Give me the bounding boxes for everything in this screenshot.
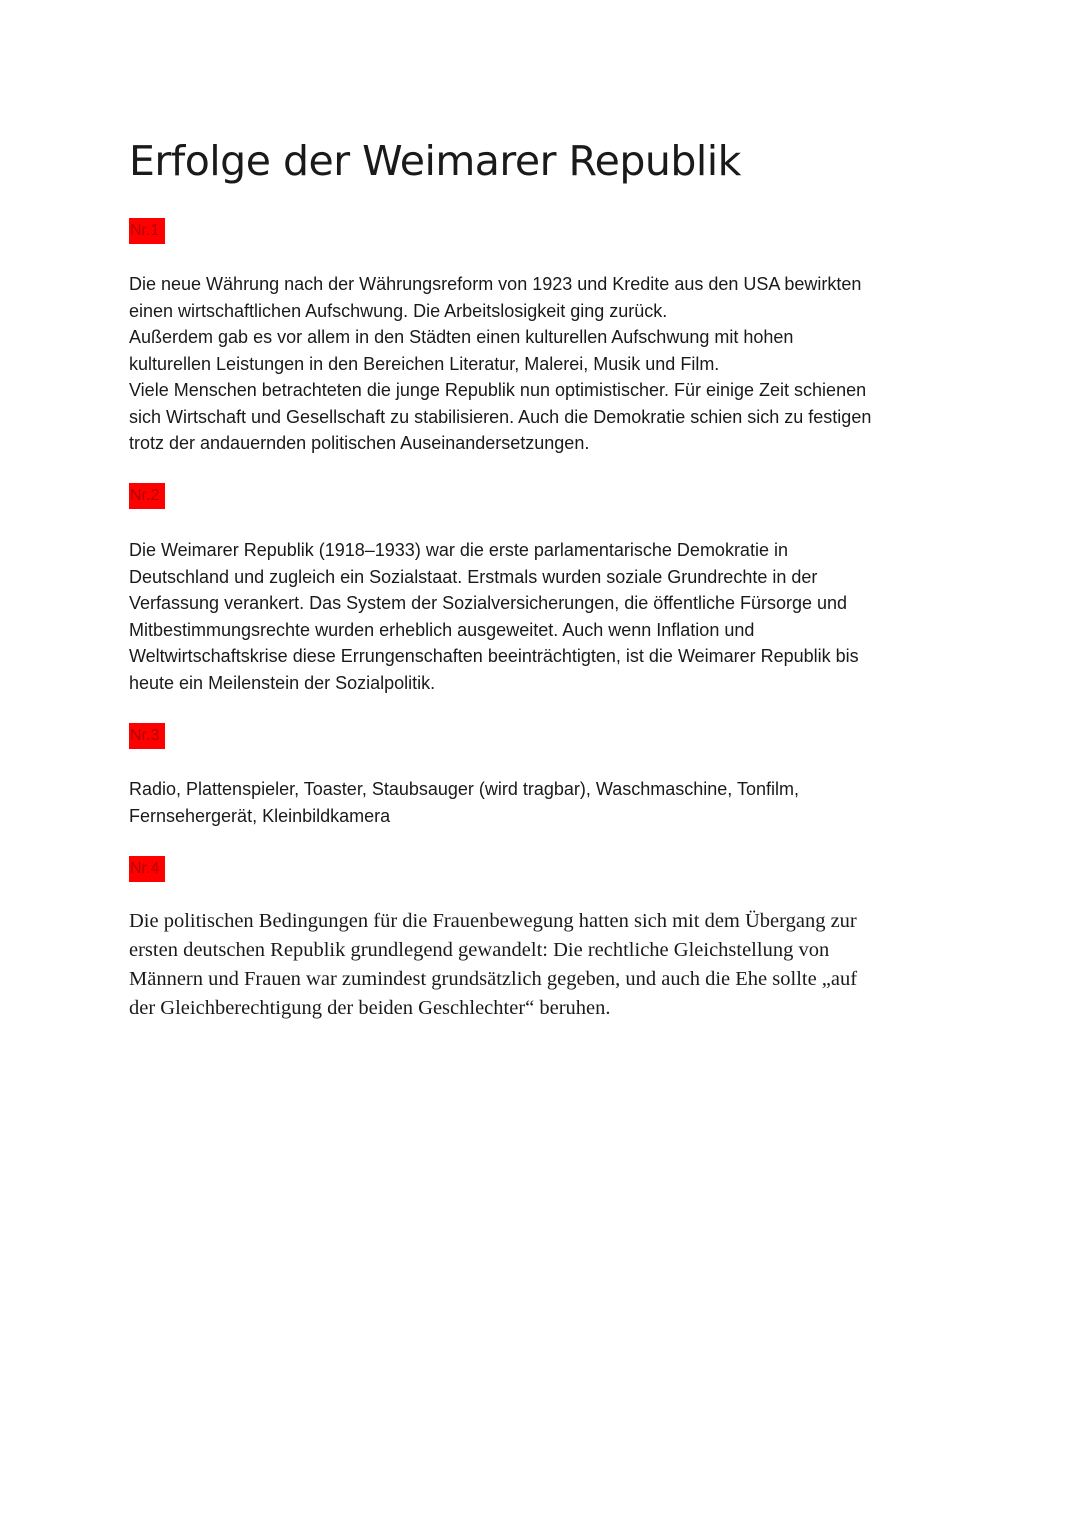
text-line: sich Wirtschaft und Gesellschaft zu stabilisieren. Auch die Demokratie schien sich zu festigen (129, 406, 872, 427)
section-label-4: Nr.4 (129, 856, 165, 882)
section-label-1: Nr.1 (129, 218, 165, 244)
text-line: Männern und Frauen war zumindest grundsätzlich gegeben, und auch die Ehe sollte „auf (129, 968, 858, 990)
section-text-2 (129, 537, 959, 696)
text-line: Fernsehergerät, Kleinbildkamera (129, 805, 391, 826)
text-line: Die politischen Bedingungen für die Frauenbewegung hatten sich mit dem Übergang zur (129, 910, 857, 932)
text-line: Deutschland und zugleich ein Sozialstaat. Erstmals wurden soziale Grundrechte in der (129, 566, 818, 587)
text-line: Außerdem gab es vor allem in den Städten einen kulturellen Aufschwung mit hohen (129, 327, 794, 347)
text-line: Mitbestimmungsrechte wurden erheblich ausgeweitet. Auch wenn Inflation und (129, 619, 755, 640)
section-label-3: Nr.3 (129, 723, 165, 749)
section-label-2: Nr.2 (129, 483, 165, 509)
section-text-4 (129, 907, 959, 1023)
text-line: Viele Menschen betrachteten die junge Republik nun optimistischer. Für einige Zeit schienen (129, 380, 867, 400)
text-line: heute ein Meilenstein der Sozialpolitik. (129, 672, 436, 693)
section-text-3 (129, 776, 959, 829)
text-line: der Gleichberechtigung der beiden Geschlechter“ beruhen. (129, 997, 611, 1019)
text-line: Weltwirtschaftskrise diese Errungenschaften beeinträchtigten, ist die Weimarer Republik bis (129, 646, 859, 666)
section-text-1 (129, 271, 959, 457)
text-line: Verfassung verankert. Das System der Sozialversicherungen, die öffentliche Fürsorge und (129, 593, 848, 613)
text-line: ersten deutschen Republik grundlegend gewandelt: Die rechtliche Gleichstellung von (129, 939, 830, 961)
text-line: einen wirtschaftlichen Aufschwung. Die Arbeitslosigkeit ging zurück. (129, 300, 668, 321)
text-line: Die Weimarer Republik (1918–1933) war die erste parlamentarische Demokratie in (129, 540, 788, 560)
text-line: Die neue Währung nach der Währungsreform von 1923 und Kredite aus den USA bewirkten (129, 274, 862, 294)
text-line: Radio, Plattenspieler, Toaster, Staubsauger (wird tragbar), Waschmaschine, Tonfilm, (129, 779, 799, 799)
text-line: kulturellen Leistungen in den Bereichen Literatur, Malerei, Musik und Film. (129, 353, 720, 374)
page-title: Erfolge der Weimarer Republik (129, 137, 741, 185)
text-line: trotz der andauernden politischen Auseinandersetzungen. (129, 433, 590, 453)
